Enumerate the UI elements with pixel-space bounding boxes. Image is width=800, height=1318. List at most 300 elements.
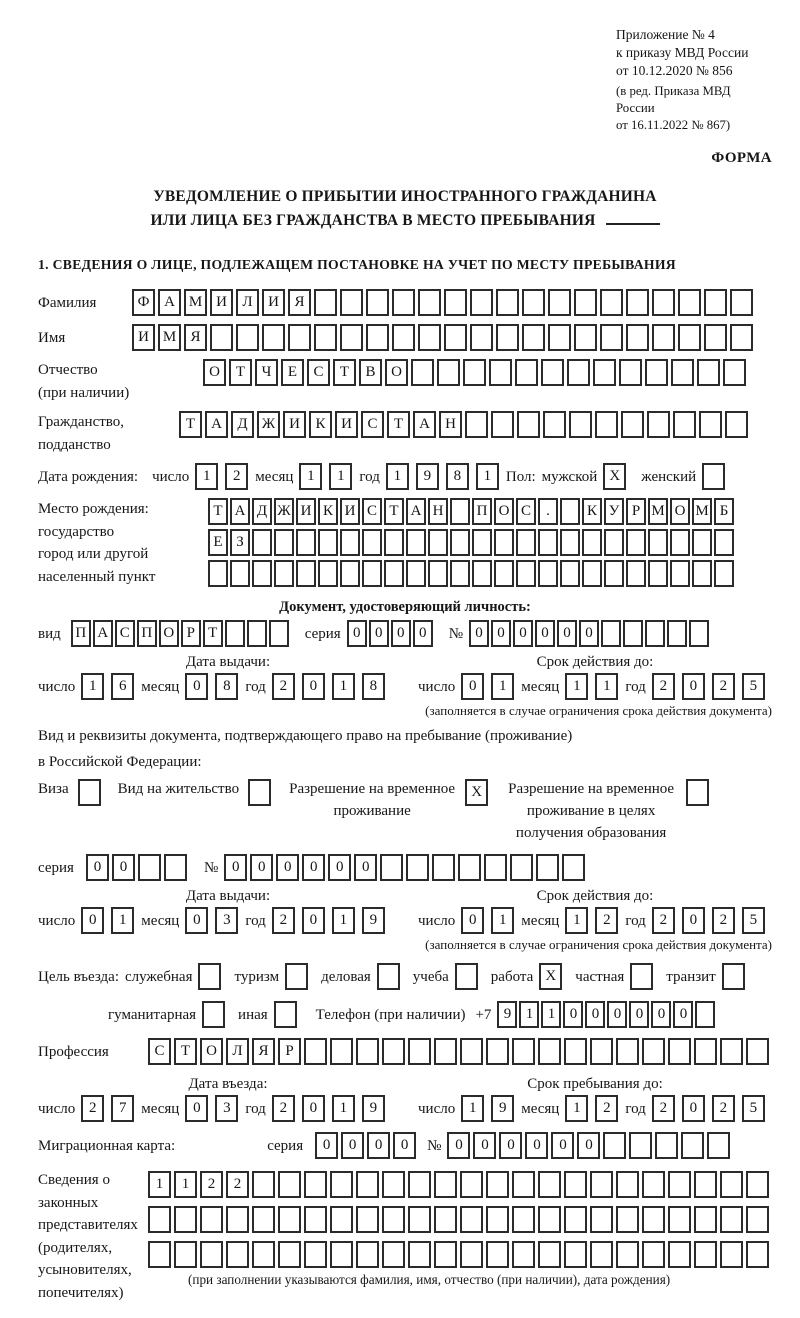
char-cell[interactable]: 1	[174, 1171, 197, 1198]
char-cell[interactable]	[408, 1241, 431, 1268]
char-cell[interactable]: 1	[491, 673, 514, 700]
representatives-line3[interactable]	[148, 1241, 772, 1268]
char-cell[interactable]: С	[361, 411, 384, 438]
char-cell[interactable]	[697, 359, 720, 386]
char-cell[interactable]	[384, 529, 404, 556]
char-cell[interactable]	[655, 1132, 678, 1159]
char-cell[interactable]: 2	[272, 673, 295, 700]
char-cell[interactable]: 9	[362, 907, 385, 934]
residence-issue-day[interactable]	[81, 907, 141, 935]
char-cell[interactable]	[510, 854, 533, 881]
identity-doc-series-cells[interactable]	[347, 620, 435, 647]
char-cell[interactable]	[460, 1171, 483, 1198]
char-cell[interactable]	[418, 324, 441, 351]
char-cell[interactable]	[652, 289, 675, 316]
char-cell[interactable]	[380, 854, 403, 881]
char-cell[interactable]	[210, 324, 233, 351]
char-cell[interactable]	[262, 324, 285, 351]
char-cell[interactable]	[707, 1132, 730, 1159]
char-cell[interactable]	[541, 359, 564, 386]
char-cell[interactable]: 0	[276, 854, 299, 881]
char-cell[interactable]	[560, 529, 580, 556]
char-cell[interactable]: 0	[185, 673, 208, 700]
char-cell[interactable]	[356, 1038, 379, 1065]
char-cell[interactable]: Н	[439, 411, 462, 438]
char-cell[interactable]: 1	[332, 673, 355, 700]
char-cell[interactable]	[434, 1206, 457, 1233]
surname-cells[interactable]	[132, 289, 756, 316]
char-cell[interactable]	[200, 1241, 223, 1268]
char-cell[interactable]: А	[413, 411, 436, 438]
identity-doc-kind-cells[interactable]	[71, 620, 291, 647]
birth-day-cells[interactable]	[195, 463, 255, 490]
residence-issue-year[interactable]	[272, 907, 392, 935]
char-cell[interactable]: 1	[461, 1095, 484, 1122]
char-cell[interactable]	[428, 560, 448, 587]
char-cell[interactable]	[626, 289, 649, 316]
char-cell[interactable]	[356, 1241, 379, 1268]
char-cell[interactable]: 0	[525, 1132, 548, 1159]
char-cell[interactable]: X	[603, 463, 626, 490]
stay-until-month[interactable]	[565, 1095, 625, 1123]
char-cell[interactable]: 0	[513, 620, 533, 647]
char-cell[interactable]: 1	[519, 1001, 539, 1028]
char-cell[interactable]	[692, 560, 712, 587]
char-cell[interactable]	[444, 289, 467, 316]
purpose-study-checkbox[interactable]	[455, 963, 481, 990]
char-cell[interactable]: О	[203, 359, 226, 386]
char-cell[interactable]	[304, 1038, 327, 1065]
char-cell[interactable]: 0	[682, 1095, 705, 1122]
char-cell[interactable]	[645, 359, 668, 386]
identity-doc-number-cells[interactable]	[469, 620, 711, 647]
char-cell[interactable]	[702, 463, 725, 490]
char-cell[interactable]: Я	[184, 324, 207, 351]
char-cell[interactable]	[560, 560, 580, 587]
char-cell[interactable]	[486, 1171, 509, 1198]
entry-year[interactable]	[272, 1095, 392, 1123]
char-cell[interactable]: 0	[224, 854, 247, 881]
char-cell[interactable]	[730, 289, 753, 316]
char-cell[interactable]: Я	[252, 1038, 275, 1065]
char-cell[interactable]	[604, 529, 624, 556]
char-cell[interactable]	[616, 1241, 639, 1268]
char-cell[interactable]: 0	[585, 1001, 605, 1028]
char-cell[interactable]	[694, 1241, 717, 1268]
residence-expiry-day[interactable]	[461, 907, 521, 935]
migration-card-number-cells[interactable]	[447, 1132, 733, 1159]
char-cell[interactable]	[516, 560, 536, 587]
char-cell[interactable]: Т	[333, 359, 356, 386]
char-cell[interactable]	[356, 1206, 379, 1233]
char-cell[interactable]	[434, 1171, 457, 1198]
char-cell[interactable]	[470, 324, 493, 351]
char-cell[interactable]	[668, 1206, 691, 1233]
char-cell[interactable]	[278, 1206, 301, 1233]
char-cell[interactable]	[512, 1038, 535, 1065]
char-cell[interactable]	[678, 324, 701, 351]
purpose-other-checkbox[interactable]	[274, 1001, 300, 1028]
char-cell[interactable]	[670, 529, 690, 556]
char-cell[interactable]: Т	[384, 498, 404, 525]
char-cell[interactable]: 0	[341, 1132, 364, 1159]
char-cell[interactable]	[288, 324, 311, 351]
char-cell[interactable]	[252, 560, 272, 587]
char-cell[interactable]: 8	[446, 463, 469, 490]
char-cell[interactable]	[486, 1038, 509, 1065]
char-cell[interactable]	[465, 411, 488, 438]
entry-day[interactable]	[81, 1095, 141, 1123]
char-cell[interactable]	[252, 1171, 275, 1198]
phone-cells[interactable]	[497, 1001, 717, 1028]
char-cell[interactable]	[472, 529, 492, 556]
char-cell[interactable]	[236, 324, 259, 351]
residence-doc-series-cells[interactable]	[86, 854, 190, 881]
purpose-private-checkbox[interactable]	[630, 963, 656, 990]
char-cell[interactable]: 0	[491, 620, 511, 647]
char-cell[interactable]	[517, 411, 540, 438]
char-cell[interactable]	[720, 1171, 743, 1198]
char-cell[interactable]	[340, 289, 363, 316]
char-cell[interactable]	[318, 529, 338, 556]
char-cell[interactable]: 1	[195, 463, 218, 490]
char-cell[interactable]: Л	[236, 289, 259, 316]
char-cell[interactable]: 2	[652, 673, 675, 700]
char-cell[interactable]	[671, 359, 694, 386]
char-cell[interactable]	[560, 498, 580, 525]
char-cell[interactable]: 7	[111, 1095, 134, 1122]
char-cell[interactable]: 9	[497, 1001, 517, 1028]
char-cell[interactable]: 1	[565, 907, 588, 934]
char-cell[interactable]	[667, 620, 687, 647]
char-cell[interactable]: 2	[652, 1095, 675, 1122]
char-cell[interactable]	[486, 1241, 509, 1268]
char-cell[interactable]	[78, 779, 101, 806]
residence-issue-month[interactable]	[185, 907, 245, 935]
char-cell[interactable]	[230, 560, 250, 587]
char-cell[interactable]	[455, 963, 478, 990]
char-cell[interactable]	[496, 289, 519, 316]
char-cell[interactable]	[460, 1241, 483, 1268]
char-cell[interactable]	[590, 1038, 613, 1065]
char-cell[interactable]	[406, 560, 426, 587]
char-cell[interactable]: Т	[203, 620, 223, 647]
char-cell[interactable]	[642, 1171, 665, 1198]
char-cell[interactable]	[543, 411, 566, 438]
char-cell[interactable]: И	[132, 324, 155, 351]
char-cell[interactable]	[746, 1241, 769, 1268]
char-cell[interactable]	[463, 359, 486, 386]
char-cell[interactable]: И	[296, 498, 316, 525]
char-cell[interactable]	[384, 560, 404, 587]
char-cell[interactable]	[304, 1206, 327, 1233]
char-cell[interactable]	[704, 289, 727, 316]
char-cell[interactable]: 3	[215, 907, 238, 934]
char-cell[interactable]: О	[670, 498, 690, 525]
char-cell[interactable]	[548, 289, 571, 316]
char-cell[interactable]	[382, 1038, 405, 1065]
char-cell[interactable]	[330, 1241, 353, 1268]
char-cell[interactable]: 0	[302, 907, 325, 934]
char-cell[interactable]	[564, 1206, 587, 1233]
char-cell[interactable]: М	[692, 498, 712, 525]
char-cell[interactable]: М	[158, 324, 181, 351]
char-cell[interactable]	[538, 1241, 561, 1268]
migration-card-series-cells[interactable]	[315, 1132, 419, 1159]
residence-doc-number-cells[interactable]	[224, 854, 588, 881]
char-cell[interactable]: 2	[225, 463, 248, 490]
char-cell[interactable]	[274, 529, 294, 556]
char-cell[interactable]	[377, 963, 400, 990]
char-cell[interactable]: К	[582, 498, 602, 525]
char-cell[interactable]	[725, 411, 748, 438]
char-cell[interactable]	[274, 560, 294, 587]
identity-issue-month[interactable]	[185, 673, 245, 701]
char-cell[interactable]	[226, 1241, 249, 1268]
char-cell[interactable]: 0	[469, 620, 489, 647]
char-cell[interactable]: Я	[288, 289, 311, 316]
char-cell[interactable]	[600, 289, 623, 316]
purpose-official-checkbox[interactable]	[198, 963, 224, 990]
char-cell[interactable]	[746, 1171, 769, 1198]
char-cell[interactable]	[689, 620, 709, 647]
char-cell[interactable]	[200, 1206, 223, 1233]
char-cell[interactable]	[296, 529, 316, 556]
char-cell[interactable]: 0	[347, 620, 367, 647]
char-cell[interactable]: Р	[278, 1038, 301, 1065]
char-cell[interactable]: 1	[595, 673, 618, 700]
char-cell[interactable]	[648, 529, 668, 556]
char-cell[interactable]	[652, 324, 675, 351]
char-cell[interactable]	[574, 289, 597, 316]
char-cell[interactable]: 0	[557, 620, 577, 647]
char-cell[interactable]: 5	[742, 907, 765, 934]
char-cell[interactable]	[198, 963, 221, 990]
char-cell[interactable]: С	[307, 359, 330, 386]
char-cell[interactable]	[248, 779, 271, 806]
char-cell[interactable]: П	[137, 620, 157, 647]
char-cell[interactable]	[285, 963, 308, 990]
char-cell[interactable]: 1	[565, 1095, 588, 1122]
char-cell[interactable]: О	[385, 359, 408, 386]
entry-month[interactable]	[185, 1095, 245, 1123]
char-cell[interactable]: Л	[226, 1038, 249, 1065]
char-cell[interactable]: Т	[179, 411, 202, 438]
sex-male-checkbox[interactable]	[603, 463, 629, 490]
char-cell[interactable]	[569, 411, 592, 438]
char-cell[interactable]	[621, 411, 644, 438]
char-cell[interactable]	[269, 620, 289, 647]
identity-expiry-year[interactable]	[652, 673, 772, 701]
char-cell[interactable]: М	[184, 289, 207, 316]
char-cell[interactable]	[486, 1206, 509, 1233]
char-cell[interactable]	[645, 620, 665, 647]
char-cell[interactable]	[590, 1171, 613, 1198]
char-cell[interactable]	[720, 1206, 743, 1233]
char-cell[interactable]: 0	[682, 673, 705, 700]
char-cell[interactable]	[460, 1038, 483, 1065]
char-cell[interactable]: 1	[148, 1171, 171, 1198]
char-cell[interactable]	[314, 324, 337, 351]
char-cell[interactable]	[362, 560, 382, 587]
char-cell[interactable]	[472, 560, 492, 587]
char-cell[interactable]	[648, 560, 668, 587]
char-cell[interactable]	[590, 1206, 613, 1233]
char-cell[interactable]: 0	[81, 907, 104, 934]
sex-female-checkbox[interactable]	[702, 463, 728, 490]
identity-expiry-month[interactable]	[565, 673, 625, 701]
char-cell[interactable]: 0	[369, 620, 389, 647]
char-cell[interactable]	[296, 560, 316, 587]
char-cell[interactable]	[411, 359, 434, 386]
representatives-line1[interactable]	[148, 1171, 772, 1198]
char-cell[interactable]	[470, 289, 493, 316]
char-cell[interactable]	[491, 411, 514, 438]
char-cell[interactable]	[340, 324, 363, 351]
char-cell[interactable]	[616, 1038, 639, 1065]
char-cell[interactable]: 0	[185, 907, 208, 934]
char-cell[interactable]: 0	[461, 673, 484, 700]
char-cell[interactable]: 1	[565, 673, 588, 700]
char-cell[interactable]: 5	[742, 1095, 765, 1122]
char-cell[interactable]: Е	[281, 359, 304, 386]
char-cell[interactable]	[252, 529, 272, 556]
char-cell[interactable]: С	[516, 498, 536, 525]
char-cell[interactable]	[512, 1171, 535, 1198]
char-cell[interactable]: 0	[413, 620, 433, 647]
char-cell[interactable]: И	[210, 289, 233, 316]
char-cell[interactable]: 0	[367, 1132, 390, 1159]
char-cell[interactable]	[434, 1241, 457, 1268]
representatives-line2[interactable]	[148, 1206, 772, 1233]
char-cell[interactable]	[590, 1241, 613, 1268]
char-cell[interactable]: А	[93, 620, 113, 647]
char-cell[interactable]	[418, 289, 441, 316]
char-cell[interactable]	[164, 854, 187, 881]
birth-place-line2[interactable]	[208, 529, 736, 556]
char-cell[interactable]: 1	[386, 463, 409, 490]
char-cell[interactable]: 0	[393, 1132, 416, 1159]
birth-place-line3[interactable]	[208, 560, 736, 587]
char-cell[interactable]: Р	[626, 498, 646, 525]
char-cell[interactable]: В	[359, 359, 382, 386]
char-cell[interactable]	[330, 1038, 353, 1065]
char-cell[interactable]: 6	[111, 673, 134, 700]
char-cell[interactable]	[694, 1171, 717, 1198]
char-cell[interactable]: Б	[714, 498, 734, 525]
char-cell[interactable]: 0	[86, 854, 109, 881]
identity-issue-year[interactable]	[272, 673, 392, 701]
char-cell[interactable]	[692, 529, 712, 556]
char-cell[interactable]	[720, 1241, 743, 1268]
char-cell[interactable]	[274, 1001, 297, 1028]
char-cell[interactable]: Р	[181, 620, 201, 647]
char-cell[interactable]: К	[318, 498, 338, 525]
char-cell[interactable]	[252, 1241, 275, 1268]
char-cell[interactable]: 1	[111, 907, 134, 934]
char-cell[interactable]: 0	[577, 1132, 600, 1159]
char-cell[interactable]	[593, 359, 616, 386]
char-cell[interactable]: Ж	[257, 411, 280, 438]
char-cell[interactable]	[340, 529, 360, 556]
char-cell[interactable]: У	[604, 498, 624, 525]
char-cell[interactable]	[432, 854, 455, 881]
char-cell[interactable]: О	[159, 620, 179, 647]
char-cell[interactable]: 2	[226, 1171, 249, 1198]
char-cell[interactable]	[202, 1001, 225, 1028]
char-cell[interactable]	[247, 620, 267, 647]
char-cell[interactable]: 9	[491, 1095, 514, 1122]
char-cell[interactable]	[574, 324, 597, 351]
char-cell[interactable]: 2	[272, 1095, 295, 1122]
char-cell[interactable]	[668, 1241, 691, 1268]
char-cell[interactable]: 0	[185, 1095, 208, 1122]
char-cell[interactable]	[538, 529, 558, 556]
char-cell[interactable]	[516, 529, 536, 556]
char-cell[interactable]	[392, 289, 415, 316]
char-cell[interactable]: И	[262, 289, 285, 316]
char-cell[interactable]	[616, 1206, 639, 1233]
char-cell[interactable]: 0	[391, 620, 411, 647]
char-cell[interactable]	[538, 1171, 561, 1198]
char-cell[interactable]: 0	[302, 1095, 325, 1122]
char-cell[interactable]: Ф	[132, 289, 155, 316]
char-cell[interactable]	[392, 324, 415, 351]
char-cell[interactable]	[362, 529, 382, 556]
char-cell[interactable]	[408, 1206, 431, 1233]
identity-issue-day[interactable]	[81, 673, 141, 701]
char-cell[interactable]	[670, 560, 690, 587]
char-cell[interactable]	[595, 411, 618, 438]
char-cell[interactable]	[174, 1206, 197, 1233]
char-cell[interactable]: 2	[712, 1095, 735, 1122]
char-cell[interactable]	[730, 324, 753, 351]
char-cell[interactable]: 0	[673, 1001, 693, 1028]
identity-expiry-day[interactable]	[461, 673, 521, 701]
char-cell[interactable]: Т	[229, 359, 252, 386]
char-cell[interactable]	[489, 359, 512, 386]
char-cell[interactable]	[630, 963, 653, 990]
char-cell[interactable]	[536, 854, 559, 881]
char-cell[interactable]	[538, 1206, 561, 1233]
birth-place-line1[interactable]	[208, 498, 736, 525]
char-cell[interactable]	[225, 620, 245, 647]
char-cell[interactable]: Т	[174, 1038, 197, 1065]
char-cell[interactable]	[458, 854, 481, 881]
char-cell[interactable]	[538, 560, 558, 587]
purpose-transit-checkbox[interactable]	[722, 963, 748, 990]
stay-until-day[interactable]	[461, 1095, 521, 1123]
purpose-business-checkbox[interactable]	[377, 963, 403, 990]
char-cell[interactable]	[626, 529, 646, 556]
char-cell[interactable]	[304, 1171, 327, 1198]
char-cell[interactable]	[699, 411, 722, 438]
char-cell[interactable]: С	[148, 1038, 171, 1065]
char-cell[interactable]: А	[230, 498, 250, 525]
char-cell[interactable]	[538, 1038, 561, 1065]
char-cell[interactable]: 2	[272, 907, 295, 934]
char-cell[interactable]	[548, 324, 571, 351]
char-cell[interactable]: П	[472, 498, 492, 525]
purpose-tourism-checkbox[interactable]	[285, 963, 311, 990]
char-cell[interactable]	[642, 1206, 665, 1233]
char-cell[interactable]: 0	[473, 1132, 496, 1159]
char-cell[interactable]: X	[465, 779, 488, 806]
char-cell[interactable]: 1	[329, 463, 352, 490]
char-cell[interactable]	[406, 854, 429, 881]
char-cell[interactable]	[496, 324, 519, 351]
char-cell[interactable]	[567, 359, 590, 386]
